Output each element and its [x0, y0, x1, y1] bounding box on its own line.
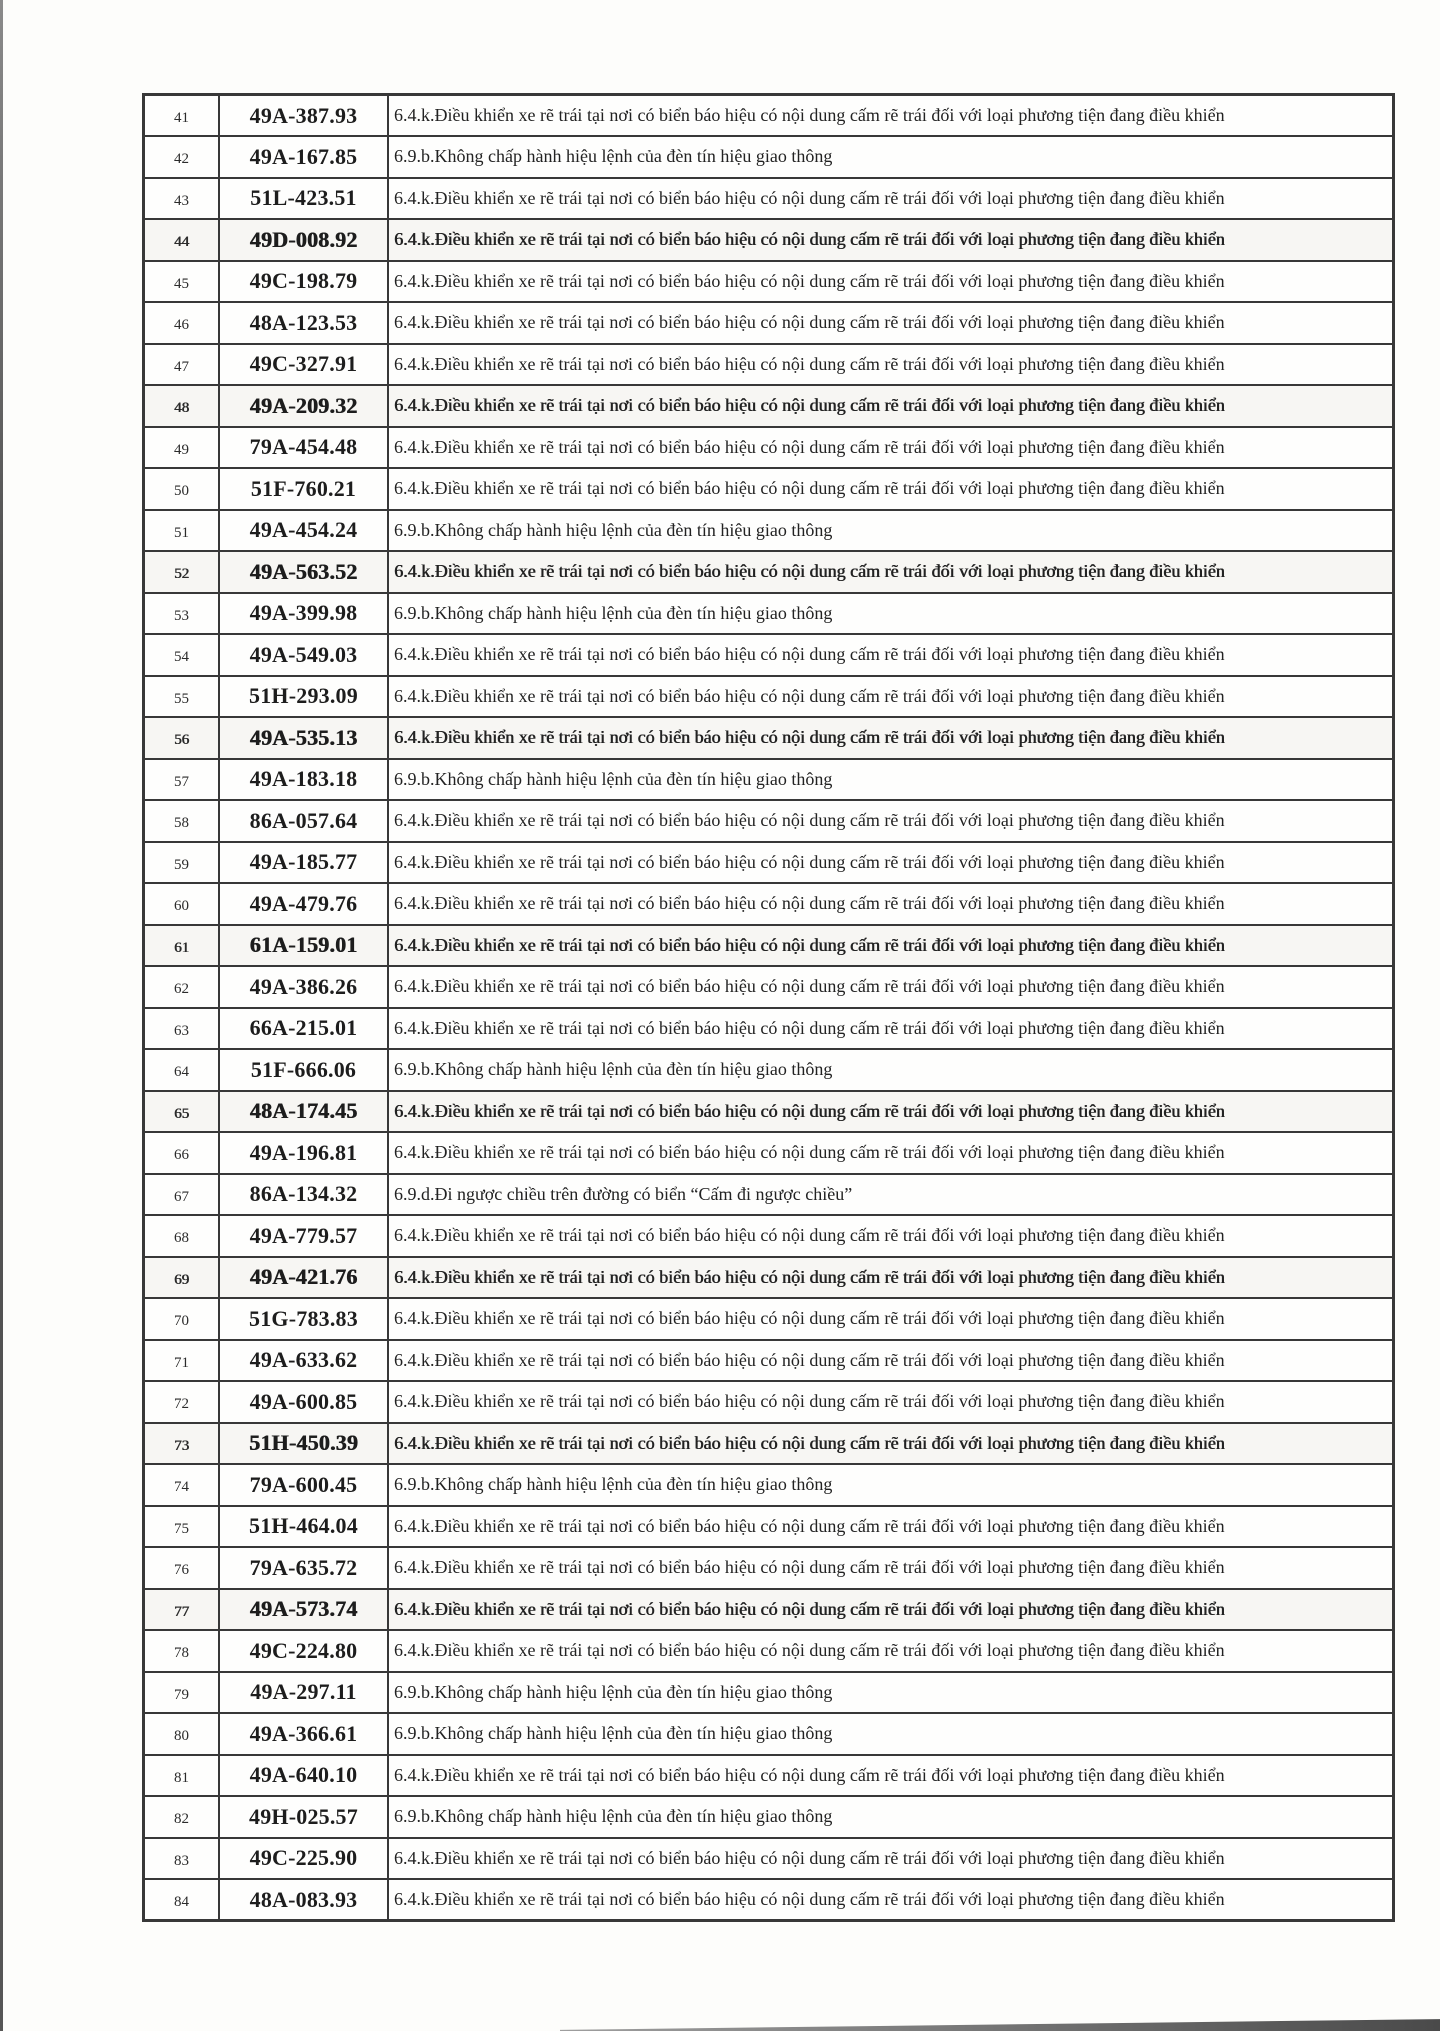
violation-description: 6.9.b.Không chấp hành hiệu lệnh của đèn tín hiệu giao thông — [388, 1464, 1394, 1506]
license-plate: 49C-224.80 — [219, 1630, 388, 1672]
license-plate: 49A-387.93 — [219, 95, 388, 137]
violation-description: 6.4.k.Điều khiển xe rẽ trái tại nơi có biển báo hiệu có nội dung cấm rẽ trái đối với loại phương tiện đang điều khiển — [388, 717, 1394, 759]
table-row — [144, 302, 1394, 344]
license-plate: 49A-573.74 — [219, 1589, 388, 1631]
row-number: 67 — [144, 1174, 220, 1216]
violation-description: 6.4.k.Điều khiển xe rẽ trái tại nơi có biển báo hiệu có nội dung cấm rẽ trái đối với loại phương tiện đang điều khiển — [388, 676, 1394, 718]
table-row — [144, 800, 1394, 842]
license-plate: 48A-123.53 — [219, 302, 388, 344]
row-number: 41 — [144, 95, 220, 137]
table-row — [144, 385, 1394, 427]
table-row — [144, 1630, 1394, 1672]
table-row — [144, 1464, 1394, 1506]
violation-description: 6.4.k.Điều khiển xe rẽ trái tại nơi có biển báo hiệu có nội dung cấm rẽ trái đối với loại phương tiện đang điều khiển — [388, 883, 1394, 925]
row-number: 76 — [144, 1547, 220, 1589]
violation-description: 6.4.k.Điều khiển xe rẽ trái tại nơi có biển báo hiệu có nội dung cấm rẽ trái đối với loại phương tiện đang điều khiển — [388, 261, 1394, 303]
table-row — [144, 1755, 1394, 1797]
row-number: 52 — [144, 551, 220, 593]
row-number: 61 — [144, 925, 220, 967]
table-row — [144, 1215, 1394, 1257]
row-number: 80 — [144, 1713, 220, 1755]
row-number: 81 — [144, 1755, 220, 1797]
table-row — [144, 261, 1394, 303]
table-row — [144, 717, 1394, 759]
violation-description: 6.4.k.Điều khiển xe rẽ trái tại nơi có biển báo hiệu có nội dung cấm rẽ trái đối với loại phương tiện đang điều khiển — [388, 1132, 1394, 1174]
violation-description: 6.4.k.Điều khiển xe rẽ trái tại nơi có biển báo hiệu có nội dung cấm rẽ trái đối với loại phương tiện đang điều khiển — [388, 925, 1394, 967]
table-row — [144, 1838, 1394, 1880]
row-number: 42 — [144, 136, 220, 178]
license-plate: 49A-366.61 — [219, 1713, 388, 1755]
row-number: 59 — [144, 842, 220, 884]
license-plate: 49A-563.52 — [219, 551, 388, 593]
table-row — [144, 1132, 1394, 1174]
table-row — [144, 136, 1394, 178]
license-plate: 49A-185.77 — [219, 842, 388, 884]
license-plate: 49A-549.03 — [219, 634, 388, 676]
license-plate: 49H-025.57 — [219, 1796, 388, 1838]
table-row — [144, 593, 1394, 635]
row-number: 44 — [144, 219, 220, 261]
license-plate: 48A-174.45 — [219, 1091, 388, 1133]
table-row — [144, 883, 1394, 925]
row-number: 68 — [144, 1215, 220, 1257]
license-plate: 49A-535.13 — [219, 717, 388, 759]
table-row — [144, 551, 1394, 593]
row-number: 57 — [144, 759, 220, 801]
table-row — [144, 1423, 1394, 1465]
violation-description: 6.4.k.Điều khiển xe rẽ trái tại nơi có biển báo hiệu có nội dung cấm rẽ trái đối với loại phương tiện đang điều khiển — [388, 1340, 1394, 1382]
license-plate: 49C-327.91 — [219, 344, 388, 386]
table-row — [144, 925, 1394, 967]
row-number: 62 — [144, 966, 220, 1008]
table-row — [144, 842, 1394, 884]
row-number: 71 — [144, 1340, 220, 1382]
license-plate: 49A-600.85 — [219, 1381, 388, 1423]
table-row — [144, 178, 1394, 220]
table-row — [144, 1381, 1394, 1423]
violation-table — [142, 93, 1395, 1922]
license-plate: 51H-464.04 — [219, 1506, 388, 1548]
license-plate: 49A-454.24 — [219, 510, 388, 552]
row-number: 43 — [144, 178, 220, 220]
row-number: 53 — [144, 593, 220, 635]
license-plate: 49A-209.32 — [219, 385, 388, 427]
violation-description: 6.4.k.Điều khiển xe rẽ trái tại nơi có biển báo hiệu có nội dung cấm rẽ trái đối với loại phương tiện đang điều khiển — [388, 1506, 1394, 1548]
row-number: 66 — [144, 1132, 220, 1174]
table-row — [144, 468, 1394, 510]
row-number: 77 — [144, 1589, 220, 1631]
row-number: 84 — [144, 1879, 220, 1921]
row-number: 58 — [144, 800, 220, 842]
row-number: 64 — [144, 1049, 220, 1091]
table-row — [144, 1174, 1394, 1216]
table-row — [144, 1257, 1394, 1299]
row-number: 73 — [144, 1423, 220, 1465]
license-plate: 49A-183.18 — [219, 759, 388, 801]
license-plate: 49C-225.90 — [219, 1838, 388, 1880]
row-number: 63 — [144, 1008, 220, 1050]
table-row — [144, 1298, 1394, 1340]
license-plate: 61A-159.01 — [219, 925, 388, 967]
violation-description: 6.4.k.Điều khiển xe rẽ trái tại nơi có biển báo hiệu có nội dung cấm rẽ trái đối với loại phương tiện đang điều khiển — [388, 1298, 1394, 1340]
table-row — [144, 1340, 1394, 1382]
row-number: 75 — [144, 1506, 220, 1548]
license-plate: 66A-215.01 — [219, 1008, 388, 1050]
table-row — [144, 1796, 1394, 1838]
license-plate: 79A-454.48 — [219, 427, 388, 469]
license-plate: 79A-600.45 — [219, 1464, 388, 1506]
license-plate: 49A-297.11 — [219, 1672, 388, 1714]
license-plate: 49A-386.26 — [219, 966, 388, 1008]
violation-description: 6.9.b.Không chấp hành hiệu lệnh của đèn tín hiệu giao thông — [388, 759, 1394, 801]
violation-description: 6.9.d.Đi ngược chiều trên đường có biển “Cấm đi ngược chiều” — [388, 1174, 1394, 1216]
row-number: 45 — [144, 261, 220, 303]
row-number: 70 — [144, 1298, 220, 1340]
scan-artifact-left-edge — [0, 0, 3, 2031]
violation-description: 6.4.k.Điều khiển xe rẽ trái tại nơi có biển báo hiệu có nội dung cấm rẽ trái đối với loại phương tiện đang điều khiển — [388, 800, 1394, 842]
table-row — [144, 634, 1394, 676]
license-plate: 49D-008.92 — [219, 219, 388, 261]
license-plate: 86A-057.64 — [219, 800, 388, 842]
row-number: 47 — [144, 344, 220, 386]
violation-description: 6.4.k.Điều khiển xe rẽ trái tại nơi có biển báo hiệu có nội dung cấm rẽ trái đối với loại phương tiện đang điều khiển — [388, 1091, 1394, 1133]
license-plate: 49A-421.76 — [219, 1257, 388, 1299]
violation-description: 6.9.b.Không chấp hành hiệu lệnh của đèn tín hiệu giao thông — [388, 1713, 1394, 1755]
violation-description: 6.4.k.Điều khiển xe rẽ trái tại nơi có biển báo hiệu có nội dung cấm rẽ trái đối với loại phương tiện đang điều khiển — [388, 1589, 1394, 1631]
violation-table-body — [144, 95, 1394, 1921]
table-row — [144, 676, 1394, 718]
table-row — [144, 1506, 1394, 1548]
license-plate: 86A-134.32 — [219, 1174, 388, 1216]
violation-description: 6.4.k.Điều khiển xe rẽ trái tại nơi có biển báo hiệu có nội dung cấm rẽ trái đối với loại phương tiện đang điều khiển — [388, 302, 1394, 344]
violation-description: 6.4.k.Điều khiển xe rẽ trái tại nơi có biển báo hiệu có nội dung cấm rẽ trái đối với loại phương tiện đang điều khiển — [388, 1215, 1394, 1257]
row-number: 82 — [144, 1796, 220, 1838]
table-row — [144, 344, 1394, 386]
violation-description: 6.4.k.Điều khiển xe rẽ trái tại nơi có biển báo hiệu có nội dung cấm rẽ trái đối với loại phương tiện đang điều khiển — [388, 1879, 1394, 1921]
row-number: 56 — [144, 717, 220, 759]
row-number: 49 — [144, 427, 220, 469]
row-number: 79 — [144, 1672, 220, 1714]
violation-description: 6.9.b.Không chấp hành hiệu lệnh của đèn tín hiệu giao thông — [388, 1796, 1394, 1838]
row-number: 74 — [144, 1464, 220, 1506]
license-plate: 49A-479.76 — [219, 883, 388, 925]
row-number: 51 — [144, 510, 220, 552]
license-plate: 49A-399.98 — [219, 593, 388, 635]
row-number: 60 — [144, 883, 220, 925]
violation-description: 6.4.k.Điều khiển xe rẽ trái tại nơi có biển báo hiệu có nội dung cấm rẽ trái đối với loại phương tiện đang điều khiển — [388, 966, 1394, 1008]
row-number: 54 — [144, 634, 220, 676]
violation-description: 6.4.k.Điều khiển xe rẽ trái tại nơi có biển báo hiệu có nội dung cấm rẽ trái đối với loại phương tiện đang điều khiển — [388, 95, 1394, 137]
license-plate: 51G-783.83 — [219, 1298, 388, 1340]
violation-description: 6.4.k.Điều khiển xe rẽ trái tại nơi có biển báo hiệu có nội dung cấm rẽ trái đối với loại phương tiện đang điều khiển — [388, 468, 1394, 510]
violation-description: 6.4.k.Điều khiển xe rẽ trái tại nơi có biển báo hiệu có nội dung cấm rẽ trái đối với loại phương tiện đang điều khiển — [388, 1381, 1394, 1423]
table-row — [144, 1547, 1394, 1589]
table-row — [144, 1879, 1394, 1921]
license-plate: 51L-423.51 — [219, 178, 388, 220]
violation-description: 6.4.k.Điều khiển xe rẽ trái tại nơi có biển báo hiệu có nội dung cấm rẽ trái đối với loại phương tiện đang điều khiển — [388, 385, 1394, 427]
violation-description: 6.9.b.Không chấp hành hiệu lệnh của đèn tín hiệu giao thông — [388, 1049, 1394, 1091]
row-number: 69 — [144, 1257, 220, 1299]
violation-description: 6.9.b.Không chấp hành hiệu lệnh của đèn tín hiệu giao thông — [388, 136, 1394, 178]
violation-description: 6.4.k.Điều khiển xe rẽ trái tại nơi có biển báo hiệu có nội dung cấm rẽ trái đối với loại phương tiện đang điều khiển — [388, 1630, 1394, 1672]
violation-description: 6.4.k.Điều khiển xe rẽ trái tại nơi có biển báo hiệu có nội dung cấm rẽ trái đối với loại phương tiện đang điều khiển — [388, 427, 1394, 469]
row-number: 50 — [144, 468, 220, 510]
license-plate: 49A-633.62 — [219, 1340, 388, 1382]
table-row — [144, 427, 1394, 469]
row-number: 83 — [144, 1838, 220, 1880]
table-row — [144, 219, 1394, 261]
row-number: 48 — [144, 385, 220, 427]
license-plate: 51F-760.21 — [219, 468, 388, 510]
violation-description: 6.4.k.Điều khiển xe rẽ trái tại nơi có biển báo hiệu có nội dung cấm rẽ trái đối với loại phương tiện đang điều khiển — [388, 178, 1394, 220]
table-row — [144, 510, 1394, 552]
violation-description: 6.9.b.Không chấp hành hiệu lệnh của đèn tín hiệu giao thông — [388, 593, 1394, 635]
violation-description: 6.4.k.Điều khiển xe rẽ trái tại nơi có biển báo hiệu có nội dung cấm rẽ trái đối với loại phương tiện đang điều khiển — [388, 1423, 1394, 1465]
license-plate: 48A-083.93 — [219, 1879, 388, 1921]
license-plate: 49A-167.85 — [219, 136, 388, 178]
license-plate: 49A-779.57 — [219, 1215, 388, 1257]
table-row — [144, 1049, 1394, 1091]
table-row — [144, 1008, 1394, 1050]
table-row — [144, 966, 1394, 1008]
violation-description: 6.4.k.Điều khiển xe rẽ trái tại nơi có biển báo hiệu có nội dung cấm rẽ trái đối với loại phương tiện đang điều khiển — [388, 1257, 1394, 1299]
row-number: 65 — [144, 1091, 220, 1133]
violation-description: 6.4.k.Điều khiển xe rẽ trái tại nơi có biển báo hiệu có nội dung cấm rẽ trái đối với loại phương tiện đang điều khiển — [388, 1838, 1394, 1880]
violation-description: 6.4.k.Điều khiển xe rẽ trái tại nơi có biển báo hiệu có nội dung cấm rẽ trái đối với loại phương tiện đang điều khiển — [388, 1008, 1394, 1050]
table-row — [144, 1713, 1394, 1755]
table-row — [144, 759, 1394, 801]
violation-description: 6.4.k.Điều khiển xe rẽ trái tại nơi có biển báo hiệu có nội dung cấm rẽ trái đối với loại phương tiện đang điều khiển — [388, 551, 1394, 593]
row-number: 72 — [144, 1381, 220, 1423]
license-plate: 79A-635.72 — [219, 1547, 388, 1589]
row-number: 55 — [144, 676, 220, 718]
table-row — [144, 1589, 1394, 1631]
row-number: 46 — [144, 302, 220, 344]
table-row — [144, 1672, 1394, 1714]
violation-description: 6.4.k.Điều khiển xe rẽ trái tại nơi có biển báo hiệu có nội dung cấm rẽ trái đối với loại phương tiện đang điều khiển — [388, 344, 1394, 386]
license-plate: 49A-196.81 — [219, 1132, 388, 1174]
table-row — [144, 95, 1394, 137]
violation-description: 6.4.k.Điều khiển xe rẽ trái tại nơi có biển báo hiệu có nội dung cấm rẽ trái đối với loại phương tiện đang điều khiển — [388, 219, 1394, 261]
license-plate: 51H-450.39 — [219, 1423, 388, 1465]
table-row — [144, 1091, 1394, 1133]
violation-description: 6.4.k.Điều khiển xe rẽ trái tại nơi có biển báo hiệu có nội dung cấm rẽ trái đối với loại phương tiện đang điều khiển — [388, 1547, 1394, 1589]
violation-description: 6.9.b.Không chấp hành hiệu lệnh của đèn tín hiệu giao thông — [388, 510, 1394, 552]
row-number: 78 — [144, 1630, 220, 1672]
violation-description: 6.4.k.Điều khiển xe rẽ trái tại nơi có biển báo hiệu có nội dung cấm rẽ trái đối với loại phương tiện đang điều khiển — [388, 1755, 1394, 1797]
license-plate: 51F-666.06 — [219, 1049, 388, 1091]
license-plate: 49A-640.10 — [219, 1755, 388, 1797]
violation-description: 6.4.k.Điều khiển xe rẽ trái tại nơi có biển báo hiệu có nội dung cấm rẽ trái đối với loại phương tiện đang điều khiển — [388, 842, 1394, 884]
violation-description: 6.9.b.Không chấp hành hiệu lệnh của đèn tín hiệu giao thông — [388, 1672, 1394, 1714]
license-plate: 49C-198.79 — [219, 261, 388, 303]
scan-artifact-bottom-edge — [560, 2017, 1440, 2031]
violation-description: 6.4.k.Điều khiển xe rẽ trái tại nơi có biển báo hiệu có nội dung cấm rẽ trái đối với loại phương tiện đang điều khiển — [388, 634, 1394, 676]
license-plate: 51H-293.09 — [219, 676, 388, 718]
